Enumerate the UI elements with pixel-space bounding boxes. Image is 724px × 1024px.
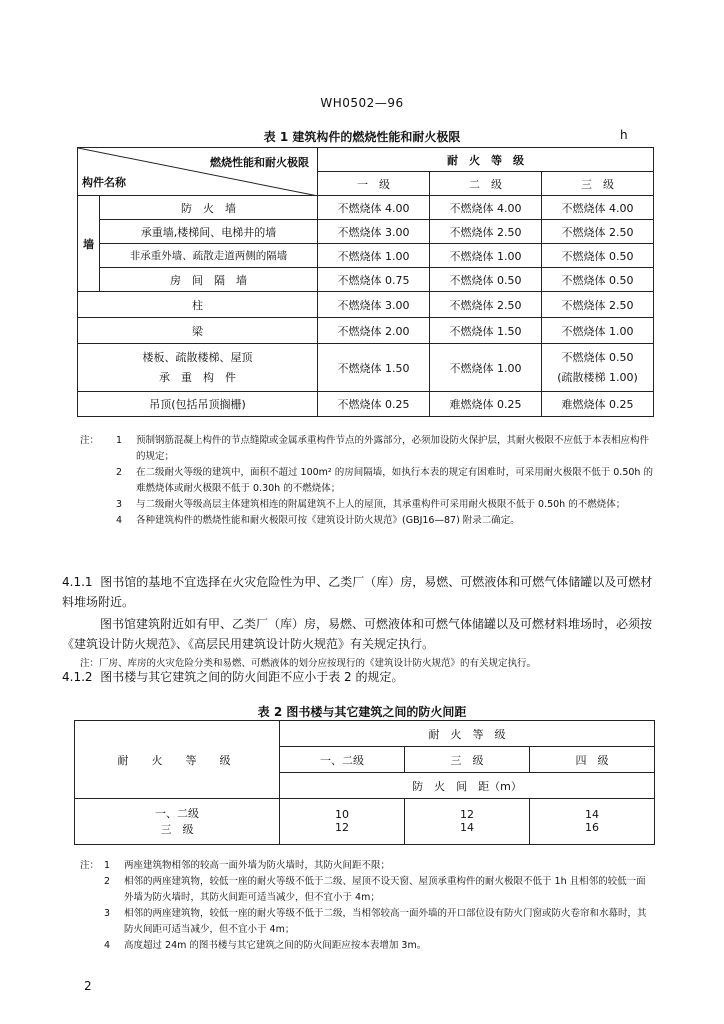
- note-text: 相邻的两座建筑物，较低一座的耐火等级不低于二级，当相邻较高一面外墙的开口部位设有防火门窗或防火卷帘和水幕时，其防火间距可适当减少，但不宜小于 4m；: [124, 908, 647, 935]
- table1-cell: 不燃烧体 3.00: [318, 220, 430, 244]
- table1-cell: 不燃烧体 1.50: [318, 344, 430, 392]
- table1-row-name-line2: 承 重 构 件: [159, 370, 236, 384]
- table1-cell: 难燃烧体 0.25: [430, 392, 542, 417]
- table1-row-name: 非承重外墙、疏散走道两侧的隔墙: [100, 244, 318, 268]
- table1-row-name: 柱: [78, 292, 318, 318]
- table1-corner-bottom: 构件名称: [82, 176, 126, 189]
- table2-row-name: 三 级: [75, 821, 280, 845]
- clause-paragraph: 图书馆建筑附近如有甲、乙类厂（库）房，易燃、可燃液体和可燃气体储罐以及可燃材料堆场时，必须按《建筑设计防火规范》、《高层民用建筑设计防火规范》有关规定执行。: [62, 617, 653, 651]
- table1-wall-label: 墙: [78, 196, 100, 292]
- table1-cell: 不燃烧体 1.00: [430, 344, 542, 392]
- table2-cell: 10: [280, 799, 405, 821]
- table1-cell: 不燃烧体 1.00: [542, 318, 654, 344]
- table1-level-header: 三 级: [542, 172, 654, 196]
- table1-cell: 不燃烧体 4.00: [318, 196, 430, 220]
- table1-note: [80, 513, 654, 529]
- table1-cell: 不燃烧体 0.50: [542, 244, 654, 268]
- table1-corner-top: 燃烧性能和耐火极限: [210, 156, 309, 169]
- note-text: 各种建筑构件的燃烧性能和耐火极限可按《建筑设计防火规范》(GBJ16—87) 附录二确定。: [136, 515, 520, 526]
- table1-cell: 不燃烧体 1.00: [318, 244, 430, 268]
- table2-level-header: 一、二级: [280, 747, 405, 773]
- note-number: 3: [116, 499, 123, 510]
- clause-number: 4.1.1: [62, 575, 93, 589]
- table1-level-header: 二 级: [430, 172, 542, 196]
- table2-notes: [80, 858, 654, 954]
- table1-cell: 不燃烧体 4.00: [542, 196, 654, 220]
- clause-number: 4.1.2: [62, 670, 93, 684]
- clause-text: 图书馆的基地不宜选择在火灾危险性为甲、乙类厂（库）房，易燃、可燃液体和可燃气体储罐以及可燃材料堆场附近。: [62, 575, 653, 609]
- table2-cell: 14: [530, 799, 655, 821]
- note-number: 2: [116, 467, 123, 478]
- note-text: 与二级耐火等级高层主体建筑相连的附属建筑不上人的屋顶，其承重构件可采用耐火极限不低于 0.50h 的不燃烧体；: [136, 499, 626, 510]
- note-number: 4: [104, 940, 111, 951]
- notes-lead: 注：: [80, 860, 100, 871]
- note-number: 3: [104, 908, 111, 919]
- notes-lead: 注：: [80, 435, 100, 446]
- table2-note: [80, 938, 654, 954]
- table2: [74, 720, 655, 845]
- table1-notes: [80, 433, 654, 529]
- table1-note: [80, 433, 654, 465]
- note-text: 高度超过 24m 的图书楼与其它建筑之间的防火间距应按本表增加 3m。: [124, 940, 427, 951]
- table2-row-name: 一、二级: [75, 799, 280, 821]
- table2-note: [80, 858, 654, 874]
- table1-row-name: 防 火 墙: [100, 196, 318, 220]
- clause-text: 图书楼与其它建筑之间的防火间距不应小于表 2 的规定。: [100, 670, 404, 684]
- page-number: 2: [84, 979, 92, 993]
- table1-cell: 不燃烧体 2.50: [542, 220, 654, 244]
- table1-cell: 不燃烧体 2.50: [430, 292, 542, 318]
- table2-level-header: 三 级: [405, 747, 530, 773]
- table1-cell-line2: (疏散楼梯 1.00): [557, 370, 638, 384]
- table2-cell: 12: [405, 799, 530, 821]
- table2-level-header: 四 级: [530, 747, 655, 773]
- table1-unit: h: [620, 128, 628, 142]
- table2-row-header: 耐 火 等 级: [75, 721, 280, 799]
- table1-row-name: 梁: [78, 318, 318, 344]
- table1-level-header: 一 级: [318, 172, 430, 196]
- table1-cell: 不燃烧体 0.25: [318, 392, 430, 417]
- table2-note: [80, 874, 654, 906]
- table2-group-header: 耐 火 等 级: [280, 721, 655, 747]
- note-number: 4: [116, 515, 123, 526]
- table1-row-name: 承重墙,楼梯间、电梯井的墙: [100, 220, 318, 244]
- table2-sub-header: 防 火 间 距（m）: [280, 773, 655, 799]
- table1-row-name: [78, 344, 318, 392]
- table1-note: [80, 465, 654, 497]
- table2-title: 表 2 图书楼与其它建筑之间的防火间距: [257, 705, 467, 719]
- table1-cell: 不燃烧体 1.50: [430, 318, 542, 344]
- table1-row-name: 房 间 隔 墙: [100, 268, 318, 292]
- table1-cell: 不燃烧体 0.50: [430, 268, 542, 292]
- table1-cell-line1: 不燃烧体 0.50: [561, 350, 634, 364]
- table1-cell: 不燃烧体 0.75: [318, 268, 430, 292]
- table1-cell: 不燃烧体 1.00: [430, 244, 542, 268]
- note-number: 1: [116, 435, 123, 446]
- clause-4-1-2: [62, 667, 662, 687]
- note-number: 1: [104, 860, 111, 871]
- standard-code: WH0502—96: [320, 96, 404, 110]
- note-text: 两座建筑物相邻的较高一面外墙为防火墙时，其防火间距不限；: [124, 860, 391, 871]
- table1-cell: 不燃烧体 3.00: [318, 292, 430, 318]
- table1-cell: 不燃烧体 4.00: [430, 196, 542, 220]
- table1-title: 表 1 建筑构件的燃烧性能和耐火极限: [263, 130, 461, 144]
- table1-cell: 不燃烧体 2.00: [318, 318, 430, 344]
- table1: [77, 147, 654, 417]
- table1-cell: [542, 344, 654, 392]
- table1-cell: 不燃烧体 2.50: [430, 220, 542, 244]
- table1-cell: 不燃烧体 2.50: [542, 292, 654, 318]
- note-text: 在二级耐火等级的建筑中，面积不超过 100m² 的房间隔墙，如执行本表的规定有困难时，可采用耐火极限不低于 0.50h 的难燃烧体或耐火极限不低于 0.30h 的不燃烧体；: [136, 467, 653, 494]
- table1-cell: 难燃烧体 0.25: [542, 392, 654, 417]
- note-number: 2: [104, 876, 111, 887]
- table2-cell: 12: [280, 821, 405, 845]
- table1-row-name-line1: 楼板、疏散楼梯、屋顶: [142, 350, 253, 364]
- table1-cell: 不燃烧体 0.50: [542, 268, 654, 292]
- table2-note: [80, 906, 654, 938]
- note-text: 相邻的两座建筑物，较低一座的耐火等级不低于二级、屋顶不设天窗、屋顶承重构件的耐火极限不低于 1h 且相邻的较低一面外墙为防火墙时，其防火间距可适当减少，但不宜小于 4m；: [124, 876, 646, 903]
- table2-cell: 16: [530, 821, 655, 845]
- clause-4-1-1: [62, 572, 662, 612]
- table1-row-name: 吊顶(包括吊顶搁栅): [78, 392, 318, 417]
- table1-corner-cell: [78, 148, 318, 196]
- table1-note: [80, 497, 654, 513]
- clause-note: 注：厂房、库房的火灾危险分类和易燃、可燃液体的划分应按现行的《建筑设计防火规范》的有关规定执行。: [80, 658, 537, 669]
- note-text: 预制钢筋混凝上构件的节点缝隙或金属承重构件节点的外露部分，必须加设防火保护层，其耐火极限不应低于本表相应构件的规定；: [136, 435, 650, 462]
- table1-group-header: 耐 火 等 级: [318, 148, 654, 172]
- table2-cell: 14: [405, 821, 530, 845]
